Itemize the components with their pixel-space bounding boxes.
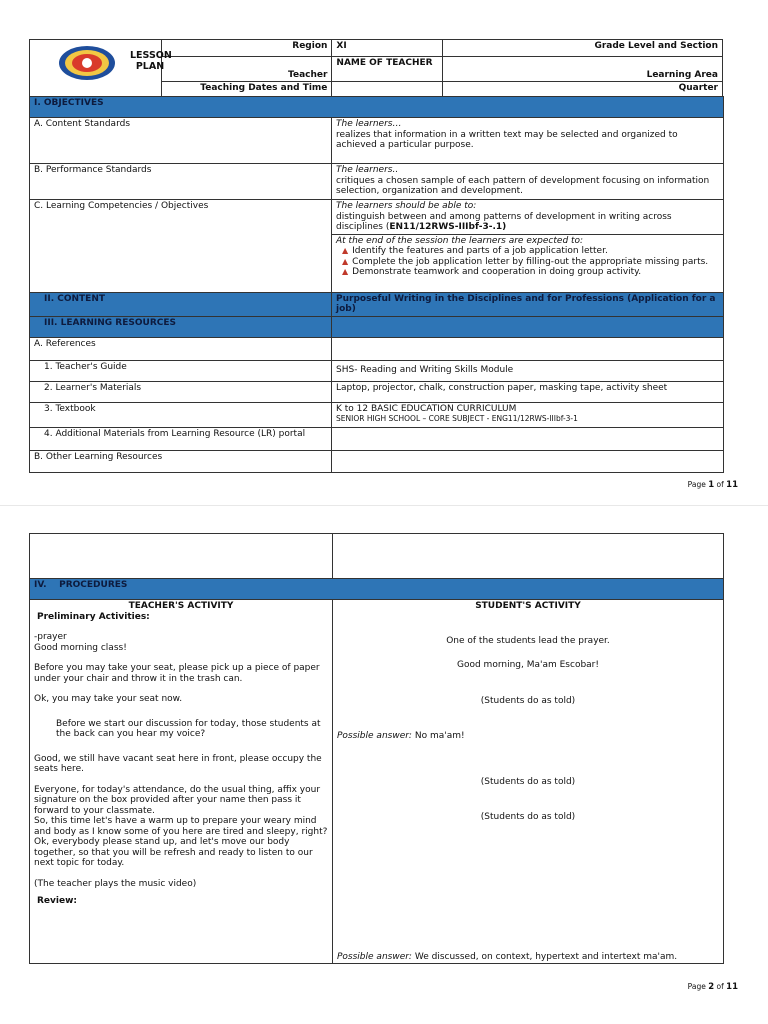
region-label: Region	[162, 40, 332, 57]
references-value	[332, 337, 724, 360]
page-number-1	[688, 480, 738, 490]
objectives-lead: At the end of the session the learners are expected to:	[336, 235, 584, 246]
textbook-value: K to 12 BASIC EDUCATION CURRICULUM	[336, 403, 517, 414]
grade-level-label: Grade Level and Section	[442, 40, 722, 57]
content-text: Purposeful Writing in the Disciplines and for Professions (Application for a job)	[332, 292, 724, 316]
blank-cell-left	[30, 534, 333, 579]
objective-text: Demonstrate teamwork and cooperation in doing group activity.	[352, 267, 642, 277]
possible-answer-label: Possible answer:	[337, 952, 412, 962]
student-possible-answer-2	[337, 952, 677, 963]
page-word: Page	[687, 480, 706, 489]
page-word: Page	[687, 982, 706, 991]
teacher-line: Good, we still have vacant seat here in front, please occupy the seats here.	[34, 753, 322, 774]
logo-cell	[30, 40, 172, 99]
page-divider	[0, 505, 768, 506]
student-line: (Students do as told)	[480, 777, 576, 787]
school-seal-logo	[57, 44, 117, 82]
teacher-line: (The teacher plays the music video)	[34, 878, 197, 889]
teacher-line: Before we start our discussion for today, those students at the back can you hear my voice?	[56, 718, 321, 739]
other-resources-value	[332, 450, 724, 472]
teacher-line: Before you may take your seat, please pick up a piece of paper under your chair and throw it in the trash can.	[34, 663, 320, 684]
teacher-line: Ok, you may take your seat now.	[34, 694, 183, 704]
objective-text: Identify the features and parts of a job application letter.	[352, 246, 608, 256]
performance-standards-cell	[332, 164, 724, 200]
review-heading: Review:	[37, 896, 78, 906]
content-standards-label: A. Content Standards	[30, 118, 332, 164]
competencies-label: C. Learning Competencies / Objectives	[30, 200, 332, 293]
textbook-cell	[332, 402, 724, 427]
student-line: One of the students lead the prayer.	[446, 636, 610, 646]
teacher-label: Teacher	[162, 56, 332, 81]
teacher-activity-heading: TEACHER'S ACTIVITY	[128, 601, 234, 611]
teacher-activity-cell	[30, 600, 333, 964]
page-num: 2	[708, 982, 715, 992]
teaching-dates-label: Teaching Dates and Time	[162, 82, 332, 99]
blank-cell-right	[333, 534, 724, 579]
page-num: 1	[708, 480, 715, 490]
teachers-guide-value: SHS- Reading and Writing Skills Module	[332, 360, 724, 381]
quarter-label: Quarter	[442, 82, 722, 99]
student-activity-heading: STUDENT'S ACTIVITY	[475, 601, 581, 611]
textbook-label: 3. Textbook	[30, 402, 332, 427]
bullet-arrow-icon: ▲	[342, 267, 349, 276]
teacher-line: So, this time let's have a warm up to prepare your weary mind and body as I know some of you here are tired and sleepy, right?	[34, 816, 328, 837]
page-number-2	[688, 982, 738, 992]
objective-item	[340, 246, 719, 257]
teacher-line: Good morning class!	[34, 642, 127, 653]
objective-text: Complete the job application letter by filling-out the appropriate missing parts.	[352, 256, 709, 267]
name-of-teacher: NAME OF TEACHER	[332, 56, 442, 81]
teachers-guide-label: 1. Teacher's Guide	[30, 360, 332, 381]
performance-standards-label: B. Performance Standards	[30, 164, 332, 200]
teacher-line: Everyone, for today's attendance, do the usual thing, affix your signature on the box provided after your name then pass it forward to your classmate.	[34, 784, 321, 816]
additional-materials-label: 4. Additional Materials from Learning Resource (LR) portal	[30, 427, 332, 450]
procedures-heading: IV. PROCEDURES	[30, 579, 724, 600]
student-line: (Students do as told)	[480, 812, 576, 822]
learners-materials-label: 2. Learner's Materials	[30, 381, 332, 402]
learners-materials-value: Laptop, projector, chalk, construction paper, masking tape, activity sheet	[332, 381, 724, 402]
preliminary-heading: Preliminary Activities:	[37, 611, 150, 622]
procedures-table	[29, 533, 724, 964]
resources-heading-blank	[332, 316, 724, 337]
student-answer: No ma'am!	[414, 731, 465, 741]
competency-code: EN11/12RWS-IIIbf-3-.1)	[389, 222, 507, 232]
learning-area-label: Learning Area	[442, 56, 722, 81]
page-total: 11	[726, 982, 738, 992]
lesson-plan-body-table	[29, 96, 724, 473]
teacher-line: Ok, everybody please stand up, and let's move our body together, so that you will be refresh and ready to listen to our next topic for today.	[34, 837, 313, 868]
content-standards-lead: The learners…	[336, 119, 402, 129]
student-possible-answer-1	[337, 731, 465, 742]
bullet-arrow-icon: ▲	[342, 256, 349, 266]
student-activity-cell	[333, 600, 724, 964]
content-standards-text: realizes that information in a written text may be selected and organized to achieved a particular purpose.	[336, 129, 678, 150]
of-word: of	[716, 982, 724, 991]
of-word: of	[716, 480, 724, 489]
competencies-text-body: distinguish between and among patterns of development in writing across disciplines (	[336, 211, 672, 232]
competencies-cell	[332, 200, 724, 235]
page-total: 11	[726, 480, 738, 490]
content-standards-cell	[332, 118, 724, 164]
student-answer: We discussed, on context, hypertext and intertext ma'am.	[414, 952, 678, 962]
objectives-heading: I. OBJECTIVES	[30, 97, 724, 118]
teacher-line: -prayer	[34, 632, 67, 642]
performance-standards-text: critiques a chosen sample of each pattern of development focusing on information selection, organization and development.	[336, 175, 710, 196]
other-resources-label: B. Other Learning Resources	[30, 450, 332, 472]
content-label: II. CONTENT	[30, 292, 332, 316]
lesson-plan-title: LESSON PLAN	[130, 50, 172, 72]
student-line: (Students do as told)	[480, 696, 576, 706]
lesson-plan-header-table	[29, 39, 723, 99]
competencies-text	[336, 212, 719, 233]
objective-item	[340, 257, 719, 268]
resources-heading: III. LEARNING RESOURCES	[30, 316, 332, 337]
possible-answer-label: Possible answer:	[337, 731, 412, 741]
performance-standards-lead: The learners..	[336, 165, 399, 175]
additional-materials-value	[332, 427, 724, 450]
student-line: Good morning, Ma'am Escobar!	[457, 660, 599, 670]
competencies-lead: The learners should be able to:	[336, 201, 477, 211]
bullet-arrow-icon: ▲	[342, 246, 349, 255]
objectives-list-cell	[332, 234, 724, 292]
references-label: A. References	[30, 337, 332, 360]
textbook-value-detail: SENIOR HIGH SCHOOL – CORE SUBJECT - ENG11/12RWS-IIIbf-3-1	[336, 414, 578, 423]
region-value: XI	[332, 40, 442, 57]
objective-item	[340, 267, 719, 278]
